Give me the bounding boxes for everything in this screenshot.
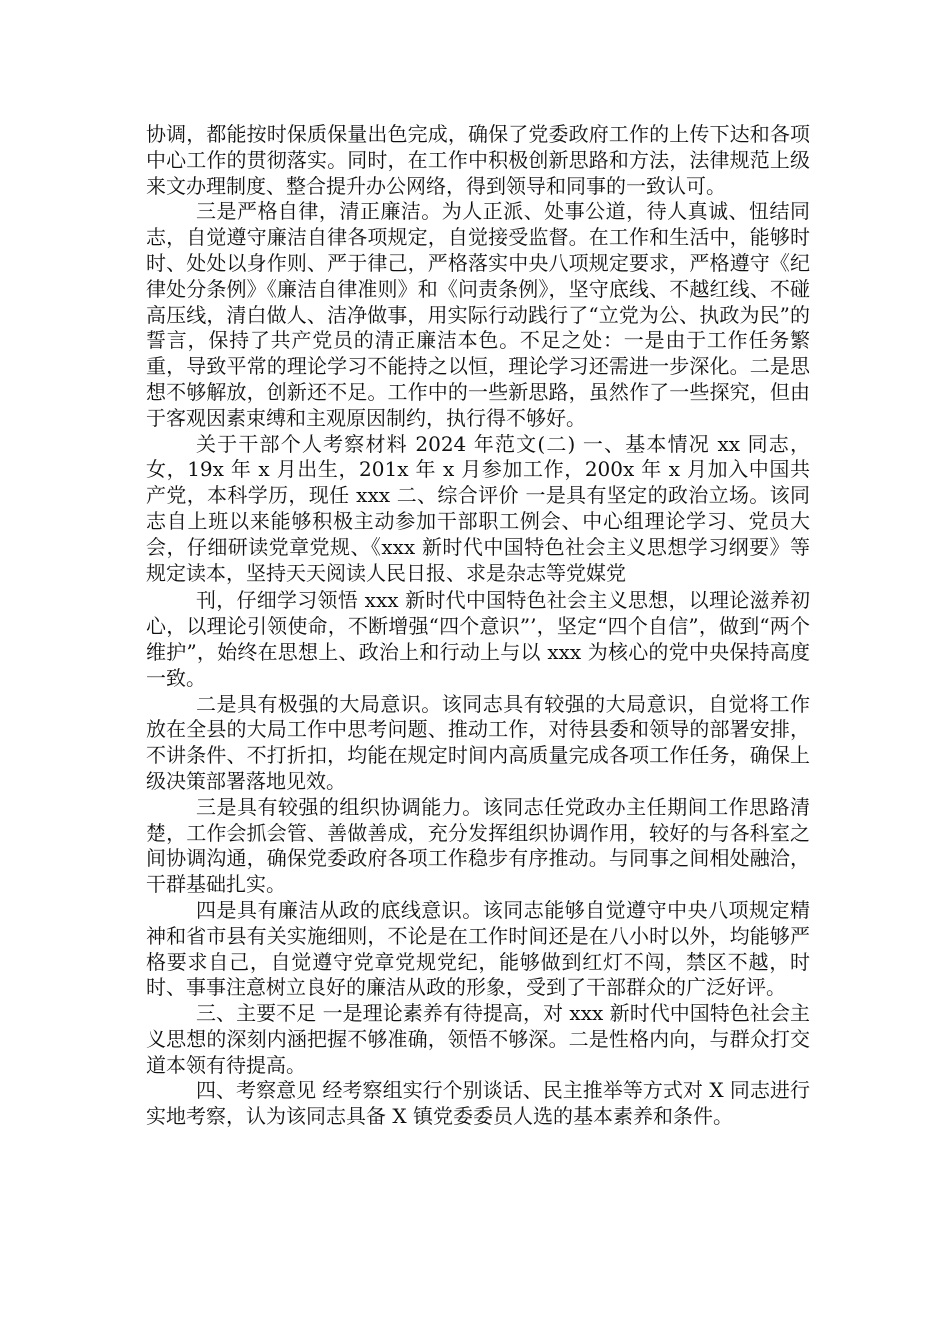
paragraph-shortcomings: 三、主要不足 一是理论素养有待提高，对 xxx 新时代中国特色社会主义思想的深刻内涵把握不够准确，领悟不够深。二是性格内向，与群众打交道本领有待提高。 [146,1001,810,1077]
paragraph-theory-study: 刊，仔细学习领悟 xxx 新时代中国特色社会主义思想，以理论滋养初心，以理论引领使命，不断增强“四个意识”’，坚定“四个自信”，做到“两个维护”，始终在思想上、政治上和行动上与以 xxx 为核心的党中央保持高度一致。 [146,588,810,690]
paragraph-integrity: 四是具有廉洁从政的底线意识。该同志能够自觉遵守中央八项规定精神和省市县有关实施细则，不论是在工作时间还是在八小时以外，均能够严格要求自己，自觉遵守党章党规党纪，能够做到红灯不闯，禁区不越，时时、事事注意树立良好的廉洁从政的形象，受到了干部群众的广泛好评。 [146,897,810,1000]
paragraph-coordination-ability: 三是具有较强的组织协调能力。该同志任党政办主任期间工作思路清楚，工作会抓会管、善做善成，充分发挥组织协调作用，较好的与各科室之间协调沟通，确保党委政府各项工作稳步有序推动。与同事之间相处融洽，干群基础扎实。 [146,794,810,897]
paragraph-basic-info: 关于干部个人考察材料 2024 年范文(二) 一、基本情况 xx 同志，女，19x 年 x 月出生，201x 年 x 月参加工作，200x 年 x 月加入中国共产党，本科学历，现任 xxx 二、综合评价 一是具有坚定的政治立场。该同志自上班以来能够积极主动参加干部职工例会、中心组理论学习、党员大会，仔细研读党章党规、《xxx 新时代中国特色社会主义思想学习纲要》等规定读本，坚持天天阅读人民日报、求是杂志等党媒党 [146,431,810,585]
paragraph-overall-awareness: 二是具有极强的大局意识。该同志具有较强的大局意识，自觉将工作放在全县的大局工作中思考问题、推动工作，对待县委和领导的部署安排，不讲条件、不打折扣，均能在规定时间内高质量完成各项工作任务，确保上级决策部署落地见效。 [146,691,810,793]
paragraph-assessment-opinion: 四、考察意见 经考察组实行个别谈话、民主推举等方式对 X 同志进行实地考察，认为该同志具备 X 镇党委委员人选的基本素养和条件。 [146,1078,810,1129]
paragraph-self-discipline: 三是严格自律，清正廉洁。为人正派、处事公道，待人真诚、忸结同志，自觉遵守廉洁自律各项规定，自觉接受监督。在工作和生活中，能够时时、处处以身作则、严于律己，严格落实中央八项规定要求，严格遵守《纪律处分条例》《廉洁自律准则》和《问责条例》，坚守底线、不越红线、不碰高压线，清白做人、洁净做事，用实际行动践行了“立党为公、执政为民”的誓言，保持了共产党员的清正廉洁本色。不足之处：一是由于工作任务繁重，导致平常的理论学习不能持之以恒，理论学习还需进一步深化。二是思想不够解放，创新还不足。工作中的一些新思路，虽然作了一些探究，但由于客观因素束缚和主观原因制约，执行得不够好。 [146,199,810,430]
paragraph-continuation-coordination: 协调，都能按时保质保量出色完成，确保了党委政府工作的上传下达和各项中心工作的贯彻落实。同时，在工作中积极创新思路和方法，法律规范上级来文办理制度、整合提升办公网络，得到领导和同事的一致认可。 [146,122,810,198]
document-body [146,122,810,1130]
